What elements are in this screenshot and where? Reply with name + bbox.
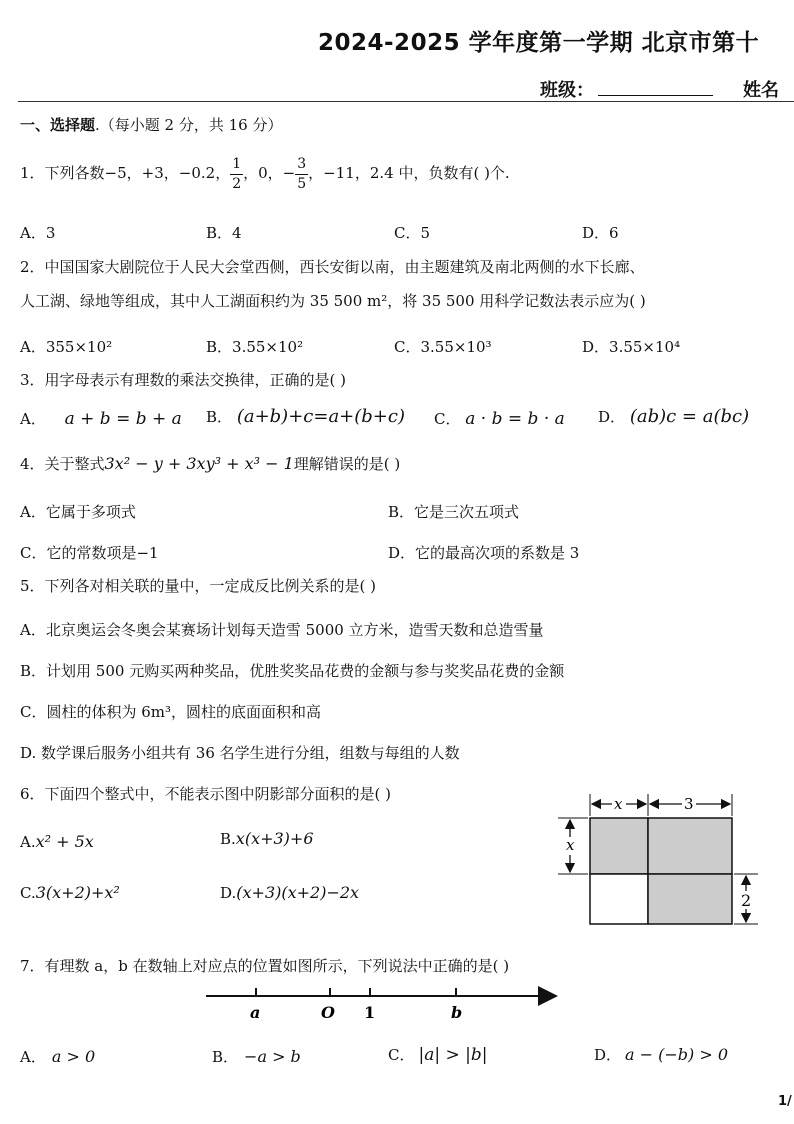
q5-stem: 5．下列各对相关联的量中，一定成反比例关系的是( ) bbox=[20, 577, 377, 595]
unshaded-bottom-left bbox=[590, 874, 648, 924]
section-title: 一、选择题 bbox=[20, 116, 96, 134]
q1-frac1-num: 1 bbox=[230, 155, 243, 175]
section-note: .（每小题 2 分，共 16 分） bbox=[95, 116, 283, 134]
dim-right-2-label: 2 bbox=[741, 891, 752, 910]
q2-option-c[interactable]: C．3.55×10³ bbox=[394, 338, 492, 356]
q1-text-mid: ，0，− bbox=[243, 164, 296, 182]
q1-option-b[interactable]: B．4 bbox=[206, 224, 242, 242]
q3-label-a: A． bbox=[20, 410, 46, 428]
q3-label-d: D． bbox=[598, 408, 626, 426]
q2-option-b[interactable]: B．3.55×10² bbox=[206, 338, 304, 356]
q6-option-a[interactable] bbox=[20, 832, 94, 851]
q7-label-c: C． bbox=[388, 1046, 415, 1064]
q6-label-d: D. bbox=[220, 884, 237, 902]
q6-expr-a: x² + 5x bbox=[35, 832, 94, 851]
header-fields bbox=[540, 76, 779, 102]
label-o: O bbox=[321, 1003, 335, 1022]
q4-option-d[interactable]: D．它的最高次项的系数是 3 bbox=[388, 544, 580, 562]
q7-option-b[interactable] bbox=[212, 1046, 301, 1067]
q2-line-1: 2．中国国家大剧院位于人民大会堂西侧，西长安街以南，由主题建筑及南北两侧的水下长廊、 bbox=[20, 258, 645, 276]
q4-option-c[interactable]: C．它的常数项是−1 bbox=[20, 544, 159, 562]
q7-expr-d: a − (−b) > 0 bbox=[625, 1045, 729, 1064]
q1-text-pre: 1．下列各数−5，+3，−0.2， bbox=[20, 164, 231, 182]
q4-expression: 3x² − y + 3xy³ + x³ − 1 bbox=[104, 454, 294, 473]
label-1: 1 bbox=[364, 1003, 376, 1022]
q4-text-post: 理解错误的是( ) bbox=[293, 455, 401, 473]
label-a: a bbox=[250, 1003, 261, 1022]
page-number: 1/ bbox=[778, 1094, 792, 1109]
q7-option-d[interactable] bbox=[594, 1044, 728, 1065]
q7-label-d: D． bbox=[594, 1046, 622, 1064]
q7-number-line bbox=[200, 984, 570, 1028]
q5-option-a[interactable]: A．北京奥运会冬奥会某赛场计划每天造雪 5000 立方米，造雪天数和总造雪量 bbox=[20, 621, 544, 639]
q6-label-c: C. bbox=[20, 884, 36, 902]
q7-stem: 7．有理数 a，b 在数轴上对应点的位置如图所示，下列说法中正确的是( ) bbox=[20, 957, 510, 975]
q3-label-b: B． bbox=[206, 408, 233, 426]
shaded-bottom-right bbox=[648, 874, 732, 924]
q3-option-a[interactable] bbox=[20, 408, 182, 429]
q2-option-a[interactable]: A．355×10² bbox=[20, 338, 113, 356]
q6-stem: 6．下面四个整式中，不能表示图中阴影部分面积的是( ) bbox=[20, 785, 392, 803]
q3-expr-c: a · b = b · a bbox=[465, 409, 565, 429]
q4-option-a[interactable]: A．它属于多项式 bbox=[20, 503, 136, 521]
name-label: 姓名 bbox=[743, 80, 779, 101]
q3-option-d[interactable] bbox=[598, 406, 749, 427]
q3-expr-b: (a+b)+c=a+(b+c) bbox=[236, 406, 405, 427]
q6-label-b: B. bbox=[220, 830, 236, 848]
q6-label-a: A. bbox=[20, 833, 36, 851]
q1-fraction-2 bbox=[295, 155, 308, 194]
q3-option-c[interactable] bbox=[434, 408, 565, 429]
shaded-top-right bbox=[648, 818, 732, 874]
q6-option-b[interactable] bbox=[220, 829, 314, 848]
q6-figure bbox=[552, 790, 772, 930]
q7-expr-c: |a| > |b| bbox=[418, 1045, 488, 1065]
q1-frac2-num: 3 bbox=[295, 155, 308, 175]
q1-option-a[interactable]: A．3 bbox=[20, 224, 56, 242]
q6-expr-d: (x+3)(x+2)−2x bbox=[236, 883, 360, 902]
class-label: 班级： bbox=[540, 80, 594, 101]
q6-option-c[interactable] bbox=[20, 883, 120, 902]
shaded-top-left bbox=[590, 818, 648, 874]
q6-option-d[interactable] bbox=[220, 883, 359, 902]
q1-option-c[interactable]: C．5 bbox=[394, 224, 431, 242]
q1-text-post: ，−11，2.4 中，负数有( )个. bbox=[308, 164, 510, 182]
q1-frac1-den: 2 bbox=[232, 175, 242, 192]
q3-expr-a: a + b = b + a bbox=[64, 409, 182, 429]
q1-frac2-den: 5 bbox=[297, 175, 307, 192]
q5-option-c[interactable]: C．圆柱的体积为 6m³，圆柱的底面面积和高 bbox=[20, 703, 322, 721]
q2-line-2: 人工湖、绿地等组成，其中人工湖面积约为 35 500 m²，将 35 500 用科学记数法表示应为( ) bbox=[20, 292, 646, 310]
dim-left-x-label: x bbox=[566, 836, 575, 854]
q3-option-b[interactable] bbox=[206, 406, 405, 427]
dim-top-3-label: 3 bbox=[684, 795, 694, 813]
q7-expr-b: −a > b bbox=[244, 1047, 301, 1066]
q3-label-c: C． bbox=[434, 410, 461, 428]
q6-expr-c: 3(x+2)+x² bbox=[35, 883, 120, 902]
q3-expr-d: (ab)c = a(bc) bbox=[629, 406, 750, 427]
q6-expr-b: x(x+3)+6 bbox=[235, 829, 314, 848]
q1-option-d[interactable]: D．6 bbox=[582, 224, 619, 242]
question-1-stem bbox=[20, 150, 510, 196]
section-heading bbox=[20, 114, 283, 135]
q5-option-d[interactable]: D. 数学课后服务小组共有 36 名学生进行分组，组数与每组的人数 bbox=[20, 744, 460, 762]
q7-expr-a: a > 0 bbox=[51, 1047, 96, 1066]
q4-stem bbox=[20, 453, 400, 474]
label-b: b bbox=[451, 1003, 463, 1022]
q7-option-c[interactable] bbox=[388, 1044, 487, 1065]
q7-label-a: A． bbox=[20, 1048, 46, 1066]
q4-text-pre: 4．关于整式 bbox=[20, 455, 105, 473]
q2-option-d[interactable]: D．3.55×10⁴ bbox=[582, 338, 681, 356]
q7-option-a[interactable] bbox=[20, 1046, 95, 1067]
q1-fraction-1 bbox=[230, 155, 243, 194]
dim-top-x-label: x bbox=[614, 795, 623, 813]
document-title: 2024-2025 学年度第一学期 北京市第十 bbox=[318, 30, 760, 56]
q5-option-b[interactable]: B．计划用 500 元购买两种奖品，优胜奖奖品花费的金额与参与奖奖品花费的金额 bbox=[20, 662, 565, 680]
q4-option-b[interactable]: B．它是三次五项式 bbox=[388, 503, 520, 521]
class-blank bbox=[598, 79, 713, 96]
q3-stem: 3．用字母表示有理数的乘法交换律，正确的是( ) bbox=[20, 371, 347, 389]
header-rule bbox=[18, 101, 794, 102]
q7-label-b: B． bbox=[212, 1048, 239, 1066]
